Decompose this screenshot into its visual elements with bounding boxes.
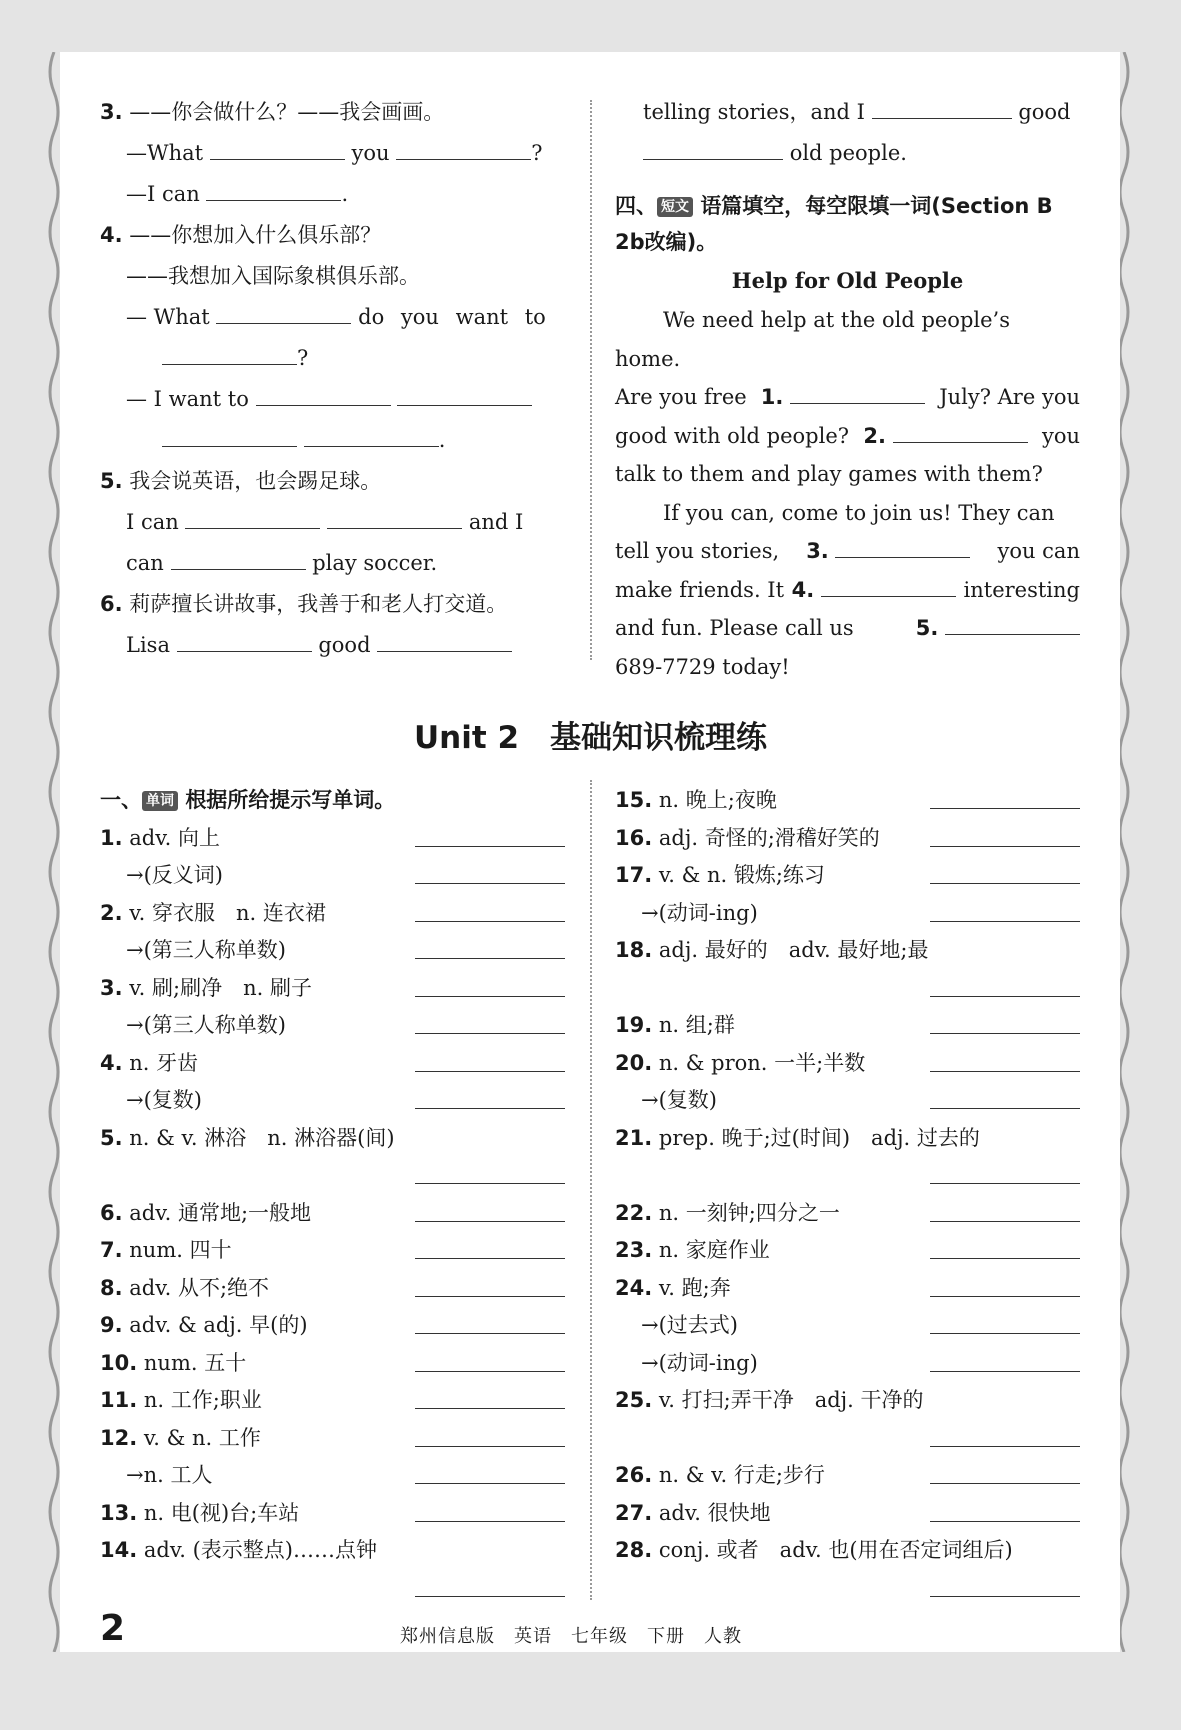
q4-text: — I want to [126,387,249,411]
vocab-item [100,1420,565,1458]
blank[interactable] [304,426,439,447]
item-hint: adv. & adj. 早(的) [129,1313,308,1337]
item-hint: num. 四十 [129,1238,232,1262]
blank[interactable] [821,576,956,597]
vocab-item [100,1045,565,1083]
q6-text: Lisa [126,633,170,657]
answer-blank[interactable] [930,1183,1080,1184]
item-hint: n. 晚上;夜晚 [658,788,777,812]
item-hint: →(过去式) [641,1313,738,1337]
q6-text: good [318,633,371,657]
item-hint: v. 刷;刷净 n. 刷子 [129,975,312,1000]
item-number: 7. [100,1238,123,1262]
item-hint: n. & v. 行走;步行 [658,1463,825,1487]
item-number: 24. [615,1275,653,1300]
passage-line: good with old people? 2. you [615,423,1080,448]
item-number: 4. [100,1050,123,1075]
answer-blank[interactable] [930,921,1080,922]
item-hint [615,1163,641,1187]
vocab-item [100,1382,565,1420]
vocab-item [615,1495,1080,1533]
item-hint: v. & n. 工作 [143,1425,261,1450]
vocab-item [615,895,1080,933]
vocab-item [100,1195,565,1233]
vocab-item [100,1457,565,1495]
q4-number: 4. [100,223,123,247]
vocab-item [100,1007,565,1045]
blank[interactable] [206,180,341,201]
item-hint [100,1576,126,1600]
item-number: 20. [615,1050,653,1075]
item-number: 17. [615,863,653,887]
answer-blank[interactable] [930,1108,1080,1109]
bottom-left-column [100,782,565,1607]
blank[interactable] [835,537,970,558]
item-hint: conj. 或者 adv. 也(用在否定词组后) [658,1538,1013,1562]
answer-blank[interactable] [930,1521,1080,1522]
q3-text: . [341,182,349,206]
item-hint [615,1576,641,1600]
continued-text: telling stories，and I [643,100,865,124]
top-right-column [615,92,1080,686]
blank[interactable] [643,139,783,160]
blank[interactable] [185,508,320,529]
item-hint: v. 打扫;弄干净 adj. 干净的 [658,1388,924,1412]
blank[interactable] [171,549,306,570]
item-number: 11. [100,1388,138,1412]
blank[interactable] [945,614,1080,635]
blank[interactable] [162,344,297,365]
answer-blank[interactable] [415,1333,565,1334]
item-hint: →(第三人称单数) [126,1013,286,1037]
item-hint: adv. (表示整点)……点钟 [143,1538,377,1562]
answer-blank[interactable] [415,1521,565,1522]
answer-blank[interactable] [415,1033,565,1034]
blank[interactable] [396,139,531,160]
answer-blank[interactable] [930,1333,1080,1334]
answer-blank[interactable] [930,1296,1080,1297]
item-number: 21. [615,1125,653,1150]
item-hint: adv. 从不;绝不 [129,1275,270,1300]
answer-blank[interactable] [930,883,1080,884]
vocab-item [615,1195,1080,1233]
item-number: 25. [615,1388,653,1412]
q5-number: 5. [100,469,123,493]
vocab-item [100,1120,565,1158]
item-hint: v. 跑;奔 [658,1275,731,1300]
blank[interactable] [216,303,351,324]
answer-blank[interactable] [415,1108,565,1109]
answer-blank[interactable] [930,846,1080,847]
answer-blank[interactable] [415,1596,565,1597]
q6-number: 6. [100,592,123,616]
vocab-item [615,782,1080,820]
answer-blank[interactable] [930,1221,1080,1222]
vocab-item [615,1457,1080,1495]
unit-title: Unit 2 基础知识梳理练 [413,720,768,756]
answer-blank[interactable] [415,996,565,997]
q3-prompt: ——你会做什么？——我会画画。 [129,100,445,124]
q3-text: you [351,141,390,165]
passage-line: 689-7729 today! [615,654,790,679]
q4-prompt: ——你想加入什么俱乐部？ [129,223,382,247]
vocab-item [615,1570,1080,1608]
item-number: 23. [615,1238,653,1262]
section-badge: 短文 [657,197,693,217]
vocab-item [100,1157,565,1195]
answer-blank[interactable] [930,1446,1080,1447]
q3-text: —What [126,141,204,165]
section-instruction: 语篇填空，每空限填一词(Section B 2b改编)。 [615,194,1053,254]
item-number: 10. [100,1350,138,1375]
item-hint: n. & pron. 一半;半数 [658,1050,866,1075]
item-hint: →(反义词) [126,863,223,887]
answer-blank[interactable] [930,1033,1080,1034]
item-number: 12. [100,1425,138,1450]
vocab-item [100,895,565,933]
item-hint: adv. 很快地 [658,1500,771,1525]
vocab-item [100,1307,565,1345]
blank[interactable] [177,631,312,652]
item-hint: →n. 工人 [126,1463,213,1487]
answer-blank[interactable] [930,1258,1080,1259]
q6-prompt: 莉萨擅长讲故事，我善于和老人打交道。 [129,592,508,616]
item-number: 5. [100,1125,123,1150]
answer-blank[interactable] [930,1071,1080,1072]
item-number: 8. [100,1275,123,1300]
item-hint: adj. 奇怪的;滑稽好笑的 [658,825,880,850]
vocab-item [615,1382,1080,1420]
blank[interactable] [162,426,297,447]
answer-blank[interactable] [415,1408,565,1409]
item-number: 26. [615,1463,653,1487]
item-number: 15. [615,788,653,812]
q4-text: do you want to [358,305,546,329]
passage-line: tell you stories, 3. you can [615,539,1080,563]
q3-text: —I can [126,182,200,206]
answer-blank[interactable] [415,1221,565,1222]
answer-blank[interactable] [415,1296,565,1297]
section-number: 四、 [615,194,657,218]
item-hint: n. 牙齿 [129,1050,199,1075]
footer-text: 郑州信息版 英语 七年级 下册 人教 [400,1626,742,1647]
blank[interactable] [210,139,345,160]
vocab-item [615,820,1080,858]
vocab-item [615,1345,1080,1383]
passage-line: make friends. It 4. interesting [615,577,1080,602]
item-number: 22. [615,1200,653,1225]
answer-blank[interactable] [415,1071,565,1072]
vocab-item [100,1270,565,1308]
passage-line: and fun. Please call us 5. [615,609,1080,648]
vocab-item [615,970,1080,1008]
answer-blank[interactable] [930,808,1080,809]
vocab-item [100,1570,565,1608]
continued-text: good [1018,100,1071,124]
answer-blank[interactable] [930,996,1080,997]
vocab-item [100,1345,565,1383]
vocab-item [615,1120,1080,1158]
q4-text: ? [297,346,309,370]
item-hint: num. 五十 [143,1350,247,1375]
q5-text: I can [126,510,179,534]
item-number: 13. [100,1500,138,1525]
item-hint: n. 一刻钟;四分之一 [658,1200,840,1225]
item-hint [615,976,641,1000]
item-number: 1. [100,825,123,850]
column-divider [590,780,592,1600]
answer-blank[interactable] [930,1596,1080,1597]
passage-line: Are you free 1. July? Are you [615,385,1080,409]
vocab-item [615,1270,1080,1308]
q4-prompt: ——我想加入国际象棋俱乐部。 [126,264,420,288]
item-hint: →(复数) [641,1088,717,1112]
item-hint: →(第三人称单数) [126,938,286,962]
passage-line: If you can, come to join us! They can [663,500,1055,525]
q4-text: — What [126,305,210,329]
item-number: 14. [100,1538,138,1562]
item-hint [615,1426,641,1450]
vocab-item [615,857,1080,895]
q5-text: and I [468,510,524,534]
blank[interactable] [377,631,512,652]
item-hint: adv. 向上 [129,825,220,850]
vocab-item [615,1307,1080,1345]
vocab-item [615,1045,1080,1083]
answer-blank[interactable] [415,1183,565,1184]
answer-blank[interactable] [930,1483,1080,1484]
answer-blank[interactable] [415,921,565,922]
item-hint: n. 家庭作业 [658,1238,770,1262]
item-hint: adv. 通常地;一般地 [129,1200,312,1225]
vocab-item [615,1157,1080,1195]
q3-text: ? [531,141,543,165]
item-hint: n. 电(视)台;车站 [143,1500,300,1525]
answer-blank[interactable] [415,1258,565,1259]
answer-blank[interactable] [415,1371,565,1372]
blank[interactable] [872,98,1012,119]
item-hint: n. & v. 淋浴 n. 淋浴器(间) [129,1125,395,1150]
section-badge: 单词 [142,791,178,811]
vocab-item [100,932,565,970]
q3-number: 3. [100,100,123,124]
item-number: 2. [100,900,123,925]
answer-blank[interactable] [415,1483,565,1484]
item-hint: prep. 晚于;过(时间) adj. 过去的 [658,1125,980,1150]
passage-title: Help for Old People [731,268,964,293]
answer-blank[interactable] [415,883,565,884]
item-hint [100,1163,126,1187]
vocab-item [100,1082,565,1120]
q5-prompt: 我会说英语，也会踢足球。 [129,469,382,493]
vocab-item [615,932,1080,970]
bottom-right-column [615,782,1080,1607]
answer-blank[interactable] [415,846,565,847]
item-hint: adj. 最好的 adv. 最好地;最 [658,938,929,962]
item-number: 6. [100,1200,123,1225]
blank[interactable] [790,383,925,404]
blank[interactable] [397,385,532,406]
vocab-item [100,1532,565,1570]
vocab-item [100,857,565,895]
vocab-item [100,970,565,1008]
item-hint: n. 组;群 [658,1013,735,1037]
blank[interactable] [327,508,462,529]
vocab-item [100,1232,565,1270]
answer-blank[interactable] [415,958,565,959]
vocab-item [615,1420,1080,1458]
item-hint: →(动词-ing) [641,1350,758,1375]
vocab-item [615,1232,1080,1270]
vocab-item [615,1532,1080,1570]
item-hint: v. 穿衣服 n. 连衣裙 [129,900,326,925]
continued-text: old people. [789,141,907,165]
item-hint: v. & n. 锻炼;练习 [658,863,825,887]
item-number: 9. [100,1313,123,1337]
item-number: 3. [100,975,123,1000]
q5-text: can [126,551,164,575]
q5-text: play soccer. [312,551,438,575]
vocab-item [615,1082,1080,1120]
passage-line: We need help at the old people’s home. [615,308,1010,371]
item-number: 16. [615,825,653,850]
item-number: 28. [615,1538,653,1562]
item-number: 19. [615,1013,653,1037]
item-number: 27. [615,1500,653,1525]
column-divider [590,100,592,660]
item-number: 18. [615,938,653,962]
vocab-item [100,1495,565,1533]
vocab-item [615,1007,1080,1045]
item-hint: n. 工作;职业 [143,1388,262,1412]
answer-blank[interactable] [930,1371,1080,1372]
passage-line: talk to them and play games with them? [615,462,1043,486]
blank[interactable] [256,385,391,406]
section-instruction: 根据所给提示写单词。 [185,788,396,812]
blank[interactable] [893,422,1028,443]
item-hint: →(动词-ing) [641,900,758,925]
item-hint: →(复数) [126,1088,202,1112]
answer-blank[interactable] [415,1446,565,1447]
vocab-item [100,820,565,858]
section-number: 一、 [100,788,142,812]
q4-text: . [438,428,446,452]
page-number: 2 [100,1608,126,1649]
top-left-column [100,92,570,666]
